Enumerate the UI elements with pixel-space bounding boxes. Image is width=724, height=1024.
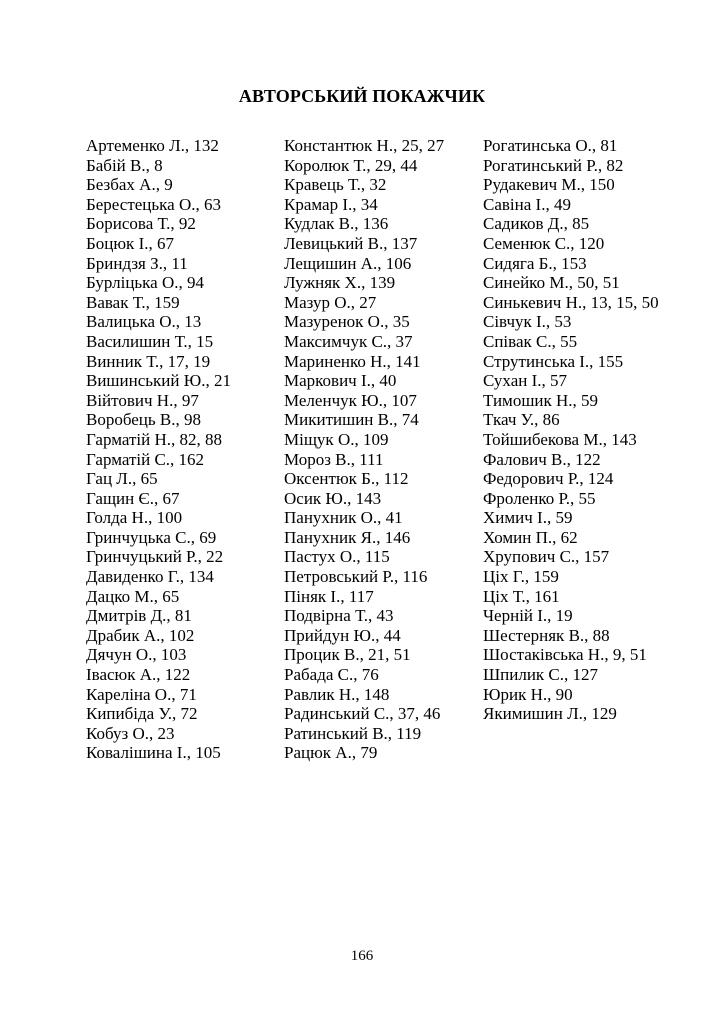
index-entry: Ратинський В., 119 [284, 723, 422, 743]
index-entry: Вавак Т., 159 [86, 292, 180, 312]
index-entry: Воробець В., 98 [86, 410, 201, 430]
index-entry: Гарматій Н., 82, 88 [86, 429, 222, 449]
index-entry: Мазуренок О., 35 [284, 312, 410, 332]
index-entry: Шпилик С., 127 [483, 665, 599, 685]
index-entry: Юрик Н., 90 [483, 684, 573, 704]
index-entry: Струтинська І., 155 [483, 351, 624, 371]
index-entry: Івасюк А., 122 [86, 665, 191, 685]
index-entry: Федорович Р., 124 [483, 469, 614, 489]
index-entry: Синькевич Н., 13, 15, 50 [483, 292, 659, 312]
index-entry: Валицька О., 13 [86, 312, 202, 332]
index-entry: Подвірна Т., 43 [284, 606, 394, 626]
index-entry: Тимошик Н., 59 [483, 390, 599, 410]
index-entry: Савіна І., 49 [483, 194, 571, 214]
index-entry: Равлик Н., 148 [284, 684, 390, 704]
index-entry: Панухник О., 41 [284, 508, 403, 528]
index-entry: Хомин П., 62 [483, 527, 578, 547]
index-entry: Берестецька О., 63 [86, 194, 221, 214]
index-entry: Кареліна О., 71 [86, 684, 197, 704]
index-entry: Рацюк А., 79 [284, 743, 378, 763]
index-entry: Співак С., 55 [483, 331, 578, 351]
index-entry: Давиденко Г., 134 [86, 567, 214, 587]
index-entry: Рогатинська О., 81 [483, 136, 618, 155]
index-entry: Садиков Д., 85 [483, 214, 590, 234]
index-entry: Бурліцька О., 94 [86, 273, 204, 293]
index-entry: Ціх Т., 161 [483, 586, 560, 606]
index-title: АВТОРСЬКИЙ ПОКАЖЧИК [238, 86, 486, 106]
index-entry: Ткач У., 86 [483, 410, 560, 430]
index-column-3 [483, 136, 659, 724]
index-entry: Крамар І., 34 [284, 194, 378, 214]
index-entry: Тойшибекова М., 143 [483, 429, 637, 449]
index-entry: Панухник Я., 146 [284, 527, 411, 547]
index-entry: Семенюк С., 120 [483, 233, 605, 253]
index-entry: Оксентюк Б., 112 [284, 469, 409, 489]
index-entry: Винник Т., 17, 19 [86, 351, 211, 371]
index-entry: Шостаківська Н., 9, 51 [483, 645, 647, 665]
index-entry: Кудлак В., 136 [284, 214, 389, 234]
index-entry: Химич І., 59 [483, 508, 573, 528]
index-entry: Синейко М., 50, 51 [483, 273, 620, 293]
index-entry: Шестерняк В., 88 [483, 625, 610, 645]
index-entry: Безбах А., 9 [86, 175, 173, 195]
index-entry: Дацко М., 65 [86, 586, 180, 606]
index-entry: Осик Ю., 143 [284, 488, 382, 508]
index-entry: Петровський Р., 116 [284, 567, 428, 587]
index-entry: Борисова Т., 92 [86, 214, 196, 234]
index-entry: Драбик А., 102 [86, 625, 195, 645]
index-entry: Мариненко Н., 141 [284, 351, 421, 371]
index-entry: Меленчук Ю., 107 [284, 390, 417, 410]
index-entry: Дмитрів Д., 81 [86, 606, 192, 626]
index-entry: Дячун О., 103 [86, 645, 187, 665]
index-entry: Міщук О., 109 [284, 429, 389, 449]
index-entry: Сидяга Б., 153 [483, 253, 587, 273]
index-entry: Піняк І., 117 [284, 586, 374, 606]
index-entry: Маркович І., 40 [284, 371, 397, 391]
index-entry: Ковалішина І., 105 [86, 743, 221, 763]
index-column-1 [86, 136, 231, 763]
index-entry: Гринчуцький Р., 22 [86, 547, 224, 567]
page-number: 166 [350, 948, 374, 964]
index-entry: Рудакевич М., 150 [483, 175, 615, 195]
index-entry: Лужняк Х., 139 [284, 273, 396, 293]
index-entry: Константюк Н., 25, 27 [284, 136, 445, 155]
index-entry: Рогатинський Р., 82 [483, 155, 624, 175]
index-entry: Мазур О., 27 [284, 292, 377, 312]
index-entry: Війтович Н., 97 [86, 390, 199, 410]
index-entry: Максимчук С., 37 [284, 331, 413, 351]
index-entry: Кобуз О., 23 [86, 723, 175, 743]
index-entry: Боцюк І., 67 [86, 233, 174, 253]
index-entry: Василишин Т., 15 [86, 331, 214, 351]
index-entry: Рабада С., 76 [284, 665, 379, 685]
index-entry: Сівчук І., 53 [483, 312, 572, 332]
index-entry: Прийдун Ю., 44 [284, 625, 401, 645]
index-column-2 [284, 136, 444, 763]
index-entry: Артеменко Л., 132 [86, 136, 219, 155]
index-entry: Гарматій С., 162 [86, 449, 205, 469]
index-entry: Кипибіда У., 72 [86, 704, 198, 724]
index-entry: Гащин Є., 67 [86, 488, 180, 508]
index-entry: Лещишин А., 106 [284, 253, 412, 273]
index-entry: Радинський С., 37, 46 [284, 704, 441, 724]
index-entry: Бриндзя З., 11 [86, 253, 188, 273]
index-entry: Кравець Т., 32 [284, 175, 387, 195]
index-entry: Пастух О., 115 [284, 547, 390, 567]
index-entry: Гац Л., 65 [86, 469, 158, 489]
index-entry: Фроленко Р., 55 [483, 488, 596, 508]
index-entry: Микитишин В., 74 [284, 410, 419, 430]
index-entry: Хрупович С., 157 [483, 547, 610, 567]
index-entry: Левицький В., 137 [284, 233, 418, 253]
index-entry: Бабій В., 8 [86, 155, 163, 175]
index-entry: Гринчуцька С., 69 [86, 527, 217, 547]
index-entry: Вишинський Ю., 21 [86, 371, 231, 391]
index-entry: Мороз В., 111 [284, 449, 384, 469]
index-entry: Черній І., 19 [483, 606, 573, 626]
index-entry: Голда Н., 100 [86, 508, 183, 528]
index-entry: Якимишин Л., 129 [483, 704, 617, 724]
index-entry: Ціх Г., 159 [483, 567, 559, 587]
index-entry: Сухан І., 57 [483, 371, 567, 391]
index-entry: Фалович В., 122 [483, 449, 601, 469]
index-entry: Процик В., 21, 51 [284, 645, 411, 665]
index-entry: Королюк Т., 29, 44 [284, 155, 418, 175]
